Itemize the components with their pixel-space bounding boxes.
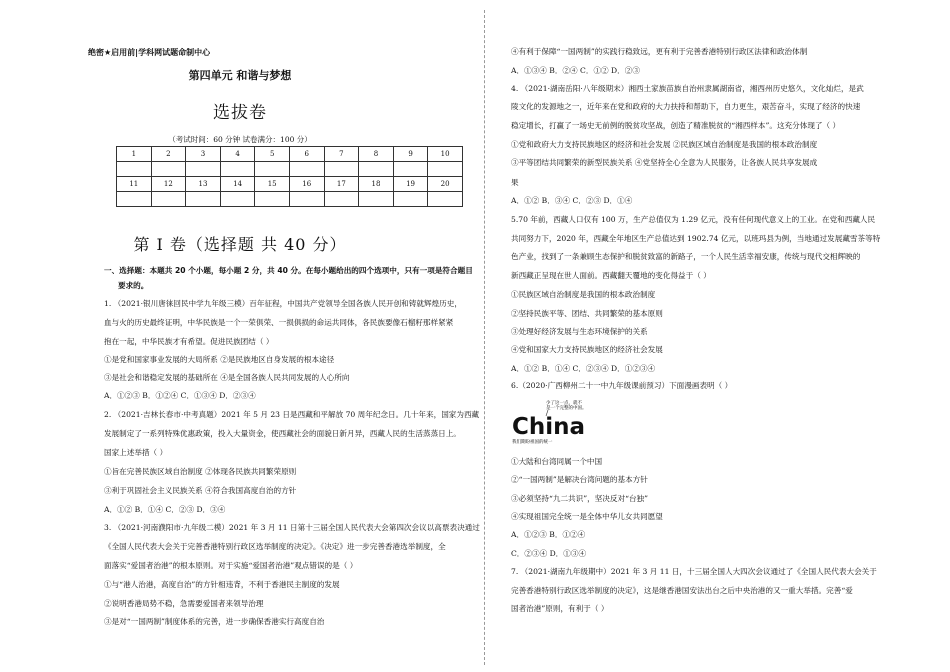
section-title: 第 I 卷（选择题 共 40 分）	[133, 235, 347, 254]
answer-cell[interactable]	[255, 192, 290, 207]
answer-cell[interactable]	[428, 162, 463, 177]
question-line: 国者治港”原则，有利于（ ）	[511, 604, 609, 613]
question-number-cell: 12	[151, 177, 186, 192]
question-line: 1. （2021·银川唐徕回民中学九年级三模）百年征程，中国共产党领导全国各族人民开创和铸就辉煌历史，	[104, 299, 462, 308]
question-line: 果	[511, 178, 519, 187]
question-line: 陵文化的发源地之一，近年来在党和政府的大力扶持和帮助下，自力更生，艰苦奋斗，实现了经济的快速	[511, 102, 861, 111]
question-number-cell: 17	[324, 177, 359, 192]
question-line: 国家上述举措（ ）	[104, 448, 168, 457]
question-line: 4. （2021·湖南岳阳·八年级期末）湘西土家族苗族自治州隶属湖南省，湘西州历史悠久，文化灿烂，是武	[511, 84, 864, 93]
paper-title: 选拔卷	[213, 103, 267, 123]
answer-cell[interactable]	[359, 192, 394, 207]
question-line: ②说明香港局势不稳，急需要爱国者来领导治理	[104, 599, 264, 608]
question-number-cell: 18	[359, 177, 394, 192]
answer-cell[interactable]	[151, 162, 186, 177]
question-number-cell: 4	[220, 147, 255, 162]
answer-cell[interactable]	[359, 162, 394, 177]
question-number-cell: 13	[186, 177, 221, 192]
answer-cell[interactable]	[117, 192, 152, 207]
question-number-cell: 11	[117, 177, 152, 192]
question-number-cell: 6	[289, 147, 324, 162]
question-line: ①民族区域自治制度是我国的根本政治制度	[511, 290, 656, 299]
answer-cell[interactable]	[186, 162, 221, 177]
question-line: 发展制定了一系列特殊优惠政策，投入大量资金，使西藏社会的面貌日新月异，西藏人民的生活蒸蒸日上。	[104, 429, 461, 438]
question-number-cell: 16	[289, 177, 324, 192]
answer-row-1	[117, 162, 463, 177]
question-line: ①大陆和台湾同属一个中国	[511, 457, 603, 466]
question-line: 新西藏正呈现在世人面前。西藏翻天覆地的变化得益于（ ）	[511, 271, 711, 280]
answer-table-header-row-2	[117, 177, 463, 192]
answer-cell[interactable]	[324, 162, 359, 177]
question-line: ③是社会和谐稳定发展的基础所在 ④是全国各族人民共同发展的人心所向	[104, 373, 350, 382]
question-line: ④党和国家大力支持民族地区的经济社会发展	[511, 345, 663, 354]
question-number-cell: 19	[393, 177, 428, 192]
answer-row-2	[117, 192, 463, 207]
question-line: A．①② B．①④ C．②③ D．③④	[104, 505, 226, 514]
question-line: C．②③④ D．①③④	[511, 549, 587, 558]
question-line: A．①③④ B．②④ C．①② D．②③	[511, 66, 640, 75]
answer-table-header-row-1	[117, 147, 463, 162]
question-line: 完善香港特别行政区选举制度的决定》，这是继香港国安法出台之后中央治港的又一重大举措。完善“爱	[511, 586, 853, 595]
answer-cell[interactable]	[220, 192, 255, 207]
question-line: 《全国人民代表大会关于完善香港特别行政区选举制度的决定》。《决定》进一步完善香港选举制度，全	[104, 542, 446, 551]
answer-cell[interactable]	[393, 162, 428, 177]
question-line: A．①②③ B．①②④ C．①③④ D．②③④	[104, 391, 256, 400]
answer-cell[interactable]	[151, 192, 186, 207]
answer-cell[interactable]	[255, 162, 290, 177]
answer-cell[interactable]	[393, 192, 428, 207]
question-number-cell: 14	[220, 177, 255, 192]
question-number-cell: 2	[151, 147, 186, 162]
instructions-line: 要求的。	[118, 281, 149, 290]
question-line: ①旨在完善民族区域自治制度 ②体现各民族共同繁荣原则	[104, 467, 297, 476]
question-line: A．①②③ B．①②④	[511, 530, 586, 539]
question-line: ④实现祖国完全统一是全体中华儿女共同愿望	[511, 512, 663, 521]
question-line: A．①② B．③④ C．②③ D．①④	[511, 196, 633, 205]
question-line: ③平等团结共同繁荣的新型民族关系 ④党坚持全心全意为人民服务，让各族人民共享发展成	[511, 158, 818, 167]
question-line: ①是党和国家事业发展的大局所系 ②是民族地区自身发展的根本途径	[104, 355, 335, 364]
answer-cell[interactable]	[324, 192, 359, 207]
question-line: 稳定增长，打赢了一场史无前例的脱贫攻坚战，创造了精准脱贫的“湘西样本”。这充分体现了（ ）	[511, 121, 841, 130]
question-number-cell: 7	[324, 147, 359, 162]
question-line: 7. （2021·湖南九年级期中）2021 年 3 月 11 日，十三届全国人大四次会议通过了《全国人民代表大会关于	[511, 567, 877, 576]
instructions-line: 一、选择题：本题共 20 个小题，每小题 2 分，共 40 分。在每小题给出的四个选项中，只有一项是符合题目	[104, 266, 473, 275]
time-info: （考试时间：60 分钟 试卷满分：100 分）	[168, 135, 312, 144]
answer-cell[interactable]	[220, 162, 255, 177]
answer-cell[interactable]	[428, 192, 463, 207]
answer-cell[interactable]	[289, 192, 324, 207]
question-number-cell: 1	[117, 147, 152, 162]
cartoon-caption-top: 是一个完整的中国。	[546, 406, 587, 411]
question-line: 6.（2020·广西柳州二十一中九年级课前预习）下面漫画表明（ ）	[511, 381, 733, 390]
question-line: ④有利于保障“一国两制”的实践行稳致远，更有利于完善香港特别行政区法律和政治体制	[511, 47, 808, 56]
question-line: 5.70 年前，西藏人口仅有 100 万，生产总值仅为 1.29 亿元，没有任何现代意义上的工业。在党和西藏人民	[511, 215, 876, 224]
question-line: ③利于巩固社会主义民族关系 ④符合我国高度自治的方针	[104, 486, 297, 495]
question-line: ①与“港人治港，高度自治”的方针相违背，不利于香港民主制度的发展	[104, 580, 340, 589]
china-cartoon	[510, 398, 600, 448]
right-column	[480, 0, 950, 672]
question-line: ②坚持民族平等、团结、共同繁荣的基本原则	[511, 309, 663, 318]
question-line: 共同努力下，2020 年，西藏全年地区生产总值达到 1902.74 亿元，以班玛县为例，当地通过发展藏雪茶等特	[511, 234, 881, 243]
question-line: ③必须坚持“九二共识”，坚决反对“台独”	[511, 494, 649, 503]
question-line: 血与火的历史最终证明，中华民族是一个一荣俱荣、一损俱损的命运共同体，各民族要像石榴籽那样紧紧	[104, 318, 454, 327]
question-line: ③是对“一国两制”制度体系的完善，进一步确保香港实行高度自治	[104, 617, 325, 626]
unit-title: 第四单元 和谐与梦想	[188, 69, 292, 82]
question-line: 3. （2021·河南濮阳市·九年级二模）2021 年 3 月 11 日第十三届全国人民代表大会第四次会议以高票表决通过	[104, 523, 480, 532]
question-number-cell: 3	[186, 147, 221, 162]
answer-cell[interactable]	[117, 162, 152, 177]
question-line: 抱在一起，中华民族才有希望。促进民族团结（ ）	[104, 337, 274, 346]
confidential-label: 绝密★启用前|学科网试题命制中心	[88, 48, 211, 57]
question-number-cell: 15	[255, 177, 290, 192]
question-line: ①党和政府大力支持民族地区的经济和社会发展 ②民族区域自治制度是我国的根本政治制度	[511, 140, 818, 149]
cartoon-caption-bottom: 我们期盼祖国的统一	[512, 440, 553, 445]
answer-cell[interactable]	[186, 192, 221, 207]
answer-table	[116, 146, 463, 207]
cartoon-china-word: China	[512, 414, 586, 440]
question-line: ②“一国两制”是解决台湾问题的基本方针	[511, 475, 648, 484]
question-line: A．①② B．①④ C．②③④ D．①②③④	[511, 364, 656, 373]
cartoon-caption-top: 少了这一点，就不	[546, 401, 582, 406]
question-line: ③处理好经济发展与生态环境保护的关系	[511, 327, 648, 336]
question-line: 面落实“爱国者治港”的根本原则。对于实施“爱国者治港”观点错误的是（ ）	[104, 561, 358, 570]
answer-cell[interactable]	[289, 162, 324, 177]
question-number-cell: 20	[428, 177, 463, 192]
question-number-cell: 9	[393, 147, 428, 162]
question-number-cell: 5	[255, 147, 290, 162]
question-number-cell: 8	[359, 147, 394, 162]
question-number-cell: 10	[428, 147, 463, 162]
question-line: 2. （2021·吉林长春市·中考真题）2021 年 5 月 23 日是西藏和平解放 70 周年纪念日。几十年来，国家为西藏	[104, 410, 480, 419]
question-line: 色产业，找到了一条兼顾生态保护和脱贫致富的新路子，一个人民生活幸福安康，传统与现代交相辉映的	[511, 252, 861, 261]
